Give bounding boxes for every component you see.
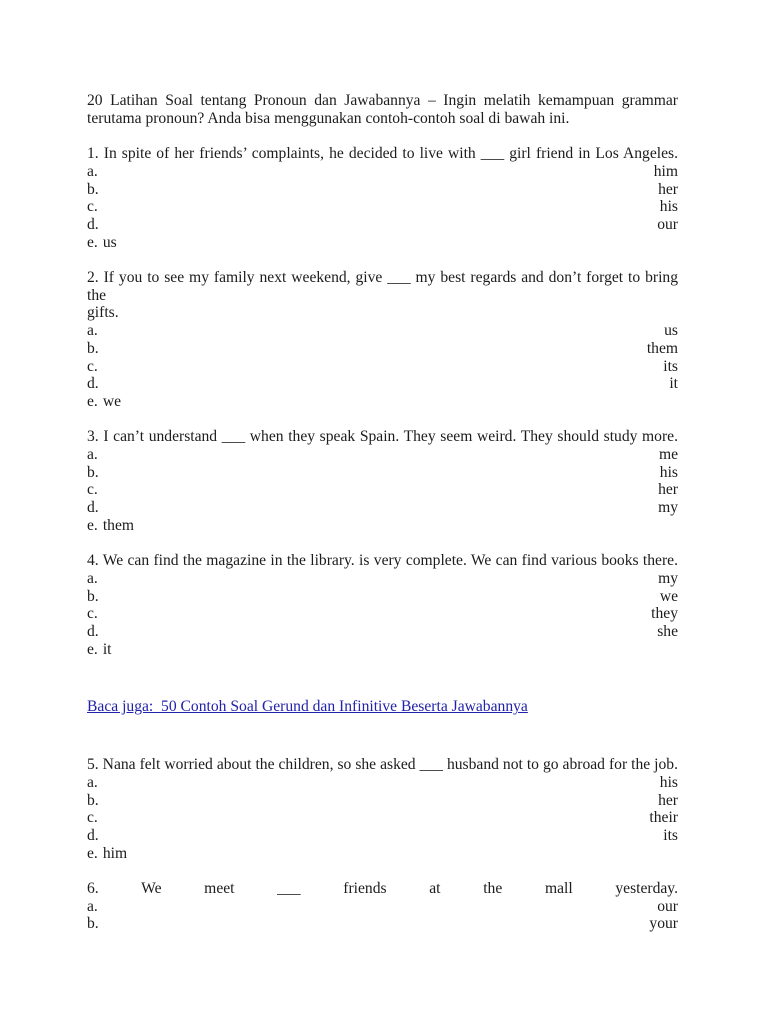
option-letter: c. (87, 198, 98, 216)
question-4-option-d (87, 623, 678, 641)
question-5-option-b (87, 792, 678, 810)
option-letter: a. (87, 569, 98, 587)
option-letter: b. (87, 791, 99, 809)
option-value: they (651, 605, 678, 623)
option-letter: d. (87, 826, 99, 844)
question-5-stem: 5. Nana felt worried about the children, so she asked ___ husband not to go abroad for the job. (87, 756, 678, 774)
option-letter: c. (87, 357, 98, 375)
question-5-option-c (87, 809, 678, 827)
option-letter: d. (87, 623, 99, 641)
option-value: her (658, 180, 678, 198)
question-4-option-e (87, 641, 678, 659)
option-letter: a. (87, 162, 98, 180)
option-letter: b. (87, 587, 99, 605)
option-value: she (657, 623, 678, 641)
question-2-stem-line-2: gifts. (87, 304, 119, 322)
option-letter: e. (87, 516, 98, 534)
option-value: your (649, 915, 678, 933)
option-letter: b. (87, 339, 99, 357)
option-value: his (659, 773, 678, 791)
question-4-option-b (87, 588, 678, 606)
question-5-option-a (87, 774, 678, 792)
option-letter: e. (87, 392, 98, 410)
question-4-option-c (87, 605, 678, 623)
option-letter: a. (87, 322, 98, 340)
option-letter: b. (87, 463, 99, 481)
option-value: him (653, 162, 678, 180)
option-value: we (659, 587, 678, 605)
question-3-option-c (87, 481, 678, 499)
question-6-option-a (87, 898, 678, 916)
option-value: his (659, 198, 678, 216)
option-letter: e. (87, 640, 98, 658)
option-value: them (102, 516, 135, 534)
question-5-option-d (87, 827, 678, 845)
question-2-option-e (87, 393, 678, 411)
question-6-stem: 6. We meet ___ friends at the mall yesterday. (87, 880, 678, 898)
question-1-option-e (87, 234, 678, 252)
question-5 (87, 756, 678, 862)
option-value: it (102, 640, 112, 658)
question-3-option-e (87, 517, 678, 535)
question-3-option-b (87, 464, 678, 482)
question-1-option-a (87, 163, 678, 181)
question-2-option-d (87, 375, 678, 393)
option-value: my (658, 499, 678, 517)
question-2-option-b (87, 340, 678, 358)
page-content (87, 92, 678, 951)
option-letter: a. (87, 897, 98, 915)
option-value: its (663, 826, 678, 844)
option-letter: a. (87, 446, 98, 464)
question-1-option-b (87, 181, 678, 199)
question-2-stem: 2. If you to see my family next weekend, give ___ my best regards and don’t forget to bring the (87, 269, 678, 304)
question-2-option-a (87, 322, 678, 340)
intro-line-1: 20 Latihan Soal tentang Pronoun dan Jawabannya – Ingin melatih kemampuan grammar (87, 92, 678, 109)
question-3 (87, 428, 678, 534)
option-value: their (649, 809, 678, 827)
option-letter: c. (87, 605, 98, 623)
question-3-option-a (87, 446, 678, 464)
option-letter: b. (87, 180, 99, 198)
option-value: her (658, 791, 678, 809)
question-4 (87, 552, 678, 658)
option-value: them (646, 339, 678, 357)
question-3-stem: 3. I can’t understand ___ when they speak Spain. They seem weird. They should study more. (87, 428, 678, 446)
option-value: our (657, 897, 678, 915)
question-1-stem: 1. In spite of her friends’ complaints, he decided to live with ___ girl friend in Los Angeles. (87, 145, 678, 163)
option-value: its (663, 357, 678, 375)
question-4-option-a (87, 570, 678, 588)
option-value: my (658, 569, 678, 587)
option-letter: b. (87, 915, 99, 933)
option-letter: d. (87, 375, 99, 393)
option-letter: a. (87, 773, 98, 791)
question-2 (87, 269, 678, 411)
option-letter: e. (87, 233, 98, 251)
question-2-option-c (87, 358, 678, 376)
intro-line-2: terutama pronoun? Anda bisa menggunakan contoh-contoh soal di bawah ini. (87, 109, 570, 127)
question-1-option-c (87, 198, 678, 216)
option-value: it (669, 375, 678, 393)
option-value: his (659, 463, 678, 481)
option-letter: c. (87, 481, 98, 499)
question-1 (87, 145, 678, 251)
question-5-option-e (87, 845, 678, 863)
related-link-row (87, 698, 678, 716)
related-article-link[interactable]: Baca juga: 50 Contoh Soal Gerund dan Infinitive Beserta Jawabannya (87, 698, 528, 716)
intro-paragraph (87, 92, 678, 127)
question-3-option-d (87, 499, 678, 517)
option-value: our (657, 215, 678, 233)
option-value: us (664, 322, 678, 340)
option-value: us (102, 233, 117, 251)
question-4-stem: 4. We can find the magazine in the library. is very complete. We can find various books there. (87, 552, 678, 570)
option-letter: d. (87, 215, 99, 233)
question-6 (87, 880, 678, 933)
option-value: him (102, 844, 128, 862)
option-letter: d. (87, 499, 99, 517)
option-value: me (658, 446, 678, 464)
option-letter: e. (87, 844, 98, 862)
question-6-option-b (87, 915, 678, 933)
option-letter: c. (87, 809, 98, 827)
question-1-option-d (87, 216, 678, 234)
option-value: we (102, 392, 122, 410)
option-value: her (658, 481, 678, 499)
